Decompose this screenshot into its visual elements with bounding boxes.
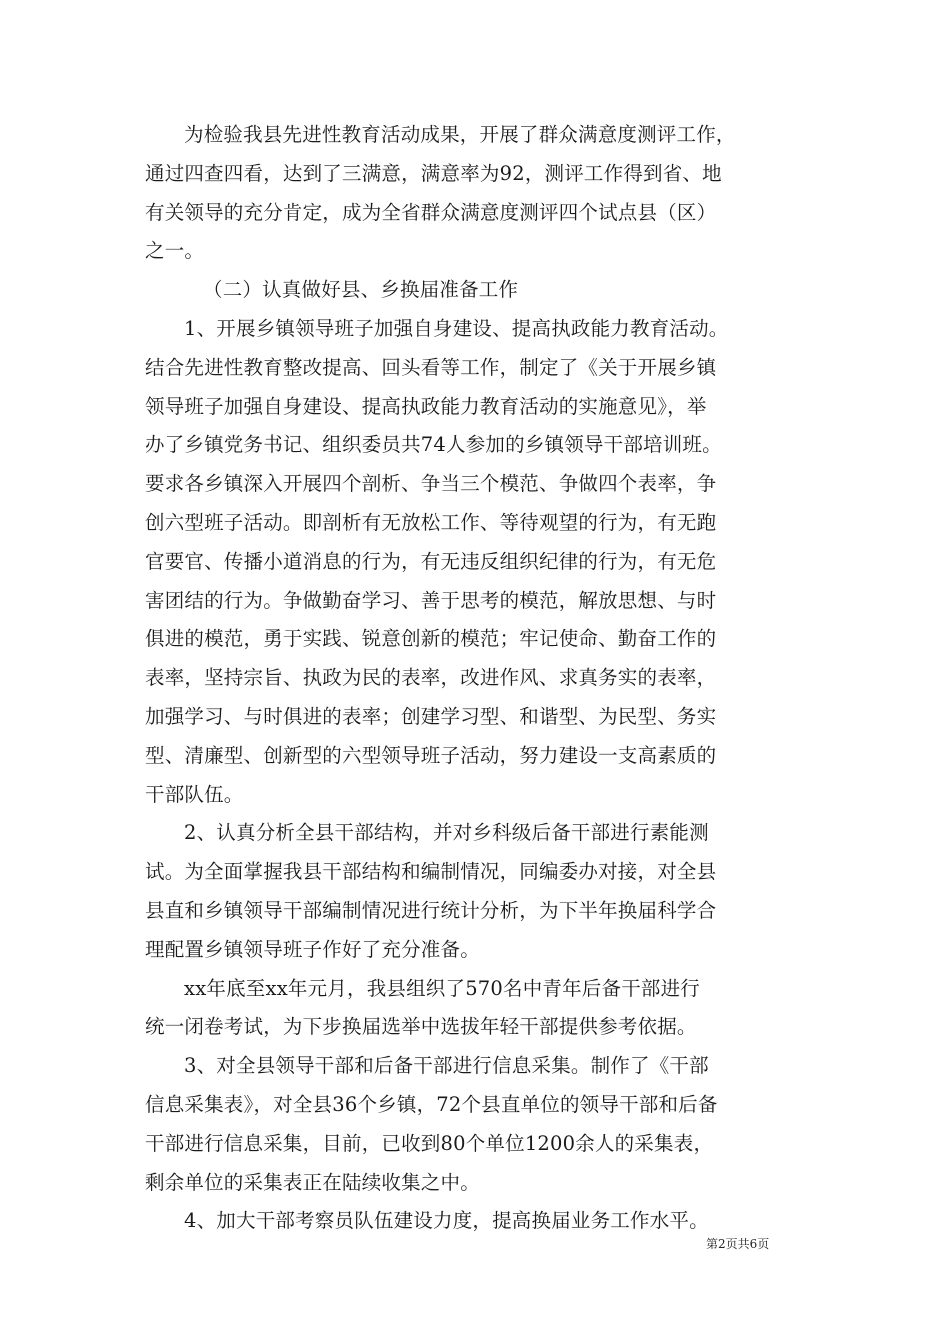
text-line: 3、对全县领导干部和后备干部进行信息采集。制作了《干部 (184, 1054, 709, 1078)
body-text (145, 116, 810, 1241)
text-line: 办了乡镇党务书记、组织委员共74人参加的乡镇领导干部培训班。 (145, 433, 722, 457)
text-line: 通过四查四看，达到了三满意，满意率为92，测评工作得到省、地 (145, 161, 722, 185)
text-line: 2、认真分析全县干部结构，并对乡科级后备干部进行素能测 (184, 821, 709, 845)
text-line: 统一闭卷考试，为下步换届选举中选拔年轻干部提供参考依据。 (145, 1015, 697, 1039)
text-line: 信息采集表》，对全县36个乡镇，72个县直单位的领导干部和后备 (145, 1092, 718, 1116)
text-line: 剩余单位的采集表正在陆续收集之中。 (145, 1170, 480, 1194)
text-line: 理配置乡镇领导班子作好了充分准备。 (145, 937, 480, 961)
text-line: 型、清廉型、创新型的六型领导班子活动，努力建设一支高素质的 (145, 743, 717, 767)
text-line: 结合先进性教育整改提高、回头看等工作，制定了《关于开展乡镇 (145, 355, 717, 379)
text-line: 表率，坚持宗旨、执政为民的表率，改进作风、求真务实的表率， (145, 666, 717, 690)
text-line: 4、加大干部考察员队伍建设力度，提高换届业务工作水平。 (184, 1209, 709, 1233)
text-line: xx年底至xx年元月，我县组织了570名中青年后备干部进行 (184, 976, 701, 1000)
text-line: 要求各乡镇深入开展四个剖析、争当三个模范、争做四个表率，争 (145, 472, 717, 496)
text-line: 俱进的模范，勇于实践、锐意创新的模范；牢记使命、勤奋工作的 (145, 627, 717, 651)
text-line: 创六型班子活动。即剖析有无放松工作、等待观望的行为，有无跑 (145, 510, 717, 534)
text-line: 干部队伍。 (145, 782, 244, 806)
text-line: 加强学习、与时俱进的表率；创建学习型、和谐型、为民型、务实 (145, 704, 717, 728)
text-line: 县直和乡镇领导干部编制情况进行统计分析，为下半年换届科学合 (145, 898, 717, 922)
text-line: 官要官、传播小道消息的行为，有无违反组织纪律的行为，有无危 (145, 549, 717, 573)
text-line: 试。为全面掌握我县干部结构和编制情况，同编委办对接，对全县 (145, 860, 717, 884)
text-line: 1、开展乡镇领导班子加强自身建设、提高执政能力教育活动。 (184, 316, 729, 340)
text-line: 为检验我县先进性教育活动成果，开展了群众满意度测评工作， (184, 123, 736, 146)
page-number: 第2页共6页 (706, 1237, 770, 1251)
text-line: 有关领导的充分肯定，成为全省群众满意度测评四个试点县（区） (145, 200, 717, 224)
text-line: 领导班子加强自身建设、提高执政能力教育活动的实施意见》，举 (145, 394, 707, 418)
text-line: 干部进行信息采集，目前，已收到80个单位1200余人的采集表， (145, 1131, 714, 1155)
text-line: 害团结的行为。争做勤奋学习、善于思考的模范，解放思想、与时 (145, 588, 717, 612)
text-line: 之一。 (145, 239, 205, 263)
section-heading: （二）认真做好县、乡换届准备工作 (203, 278, 519, 302)
